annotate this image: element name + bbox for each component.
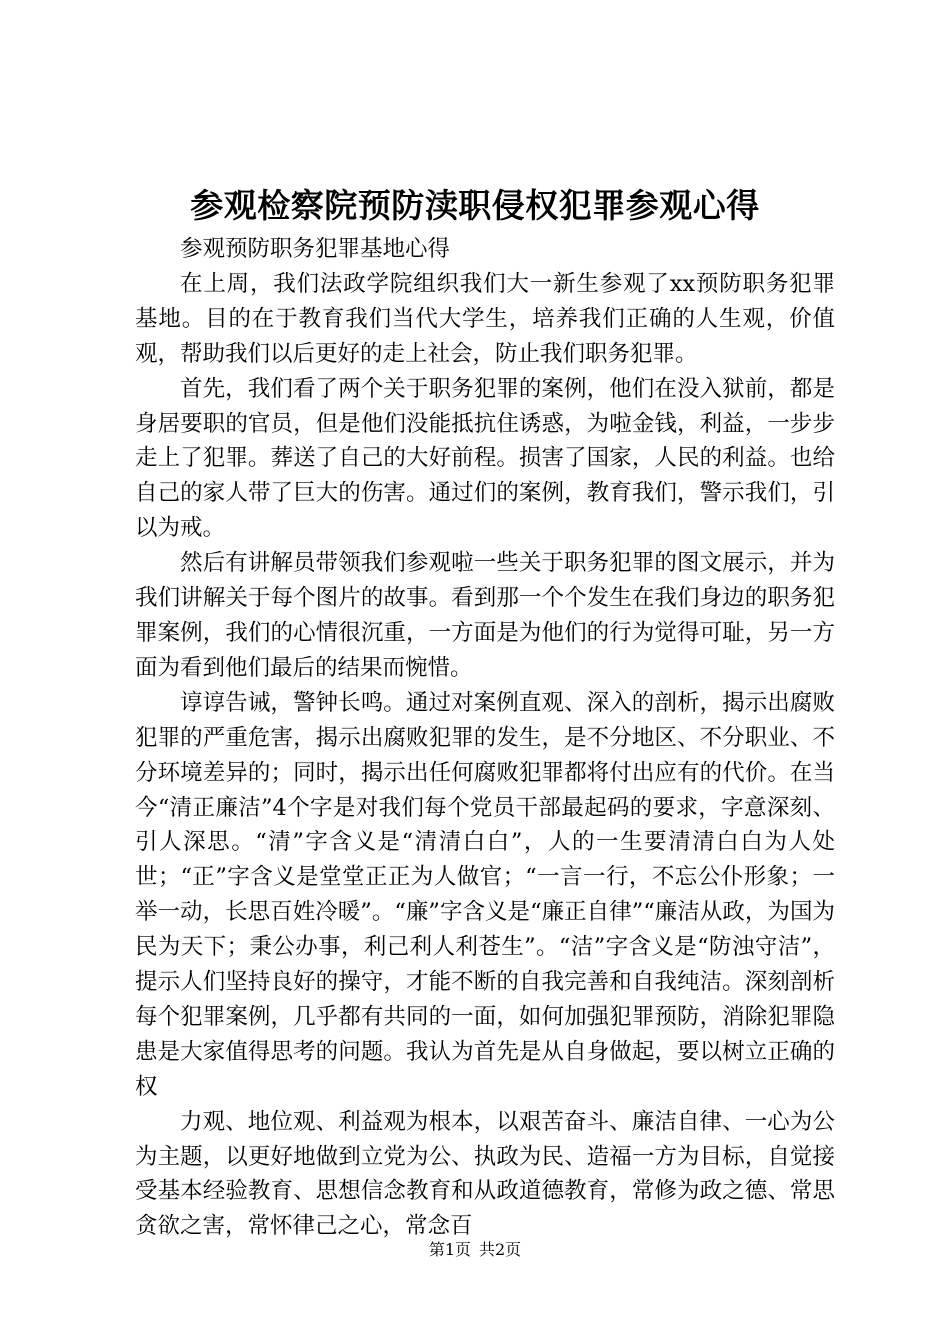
body-paragraph: 首先，我们看了两个关于职务犯罪的案例，他们在没入狱前，都是身居要职的官员，但是他们没能抵抗住诱惑，为啦金钱，利益，一步步走上了犯罪。葬送了自己的大好前程。损害了国家，人民的利益。也给自己的家人带了巨大的伤害。通过们的案例，教育我们，警示我们，引以为戒。 <box>135 375 835 542</box>
body-paragraph: 谆谆告诫，警钟长鸣。通过对案例直观、深入的剖析，揭示出腐败犯罪的严重危害，揭示出腐败犯罪的发生，是不分地区、不分职业、不分环境差异的；同时，揭示出任何腐败犯罪都将付出应有的代价。在当今“清正廉洁”4个字是对我们每个党员干部最起码的要求，字意深刻、引人深思。“清”字含义是“清清白白”，人的一生要清清白白为人处世；“正”字含义是堂堂正正为人做官；“一言一行，不忘公仆形象；一举一动，长思百姓冷暖”。“廉”字含义是“廉正自律”“廉洁从政，为国为民为天下；秉公办事，利己利人利苍生”。“洁”字含义是“防浊守洁”，提示人们坚持良好的操守，才能不断的自我完善和自我纯洁。深刻剖析每个犯罪案例，几乎都有共同的一面，如何加强犯罪预防，消除犯罪隐患是大家值得思考的问题。我认为首先是从自身做起，要以树立正确的权 <box>135 689 835 1100</box>
body-paragraph: 然后有讲解员带领我们参观啦一些关于职务犯罪的图文展示，并为我们讲解关于每个图片的故事。看到那一个个发生在我们身边的职务犯罪案例，我们的心情很沉重，一方面是为他们的行为觉得可耻，另一方面为看到他们最后的结果而惋惜。 <box>135 550 835 681</box>
subtitle-paragraph: 参观预防职务犯罪基地心得 <box>180 236 451 262</box>
page-footer <box>0 1238 950 1262</box>
page-total: 共2页 <box>479 1240 522 1259</box>
document-body <box>135 232 835 1244</box>
document-title: 参观检察院预防渎职侵权犯罪参观心得 <box>190 186 760 225</box>
page-number: 第1页 <box>428 1240 471 1259</box>
body-paragraph: 力观、地位观、利益观为根本，以艰苦奋斗、廉洁自律、一心为公为主题，以更好地做到立党为公、执政为民、造福一方为目标，自觉接受基本经验教育、思想信念教育和从政道德教育，常修为政之德、常思贪欲之害，常怀律己之心，常念百 <box>135 1108 835 1240</box>
body-paragraph: 在上周，我们法政学院组织我们大一新生参观了xx预防职务犯罪基地。目的在于教育我们当代大学生，培养我们正确的人生观，价值观，帮助我们以后更好的走上社会，防止我们职务犯罪。 <box>135 270 835 367</box>
